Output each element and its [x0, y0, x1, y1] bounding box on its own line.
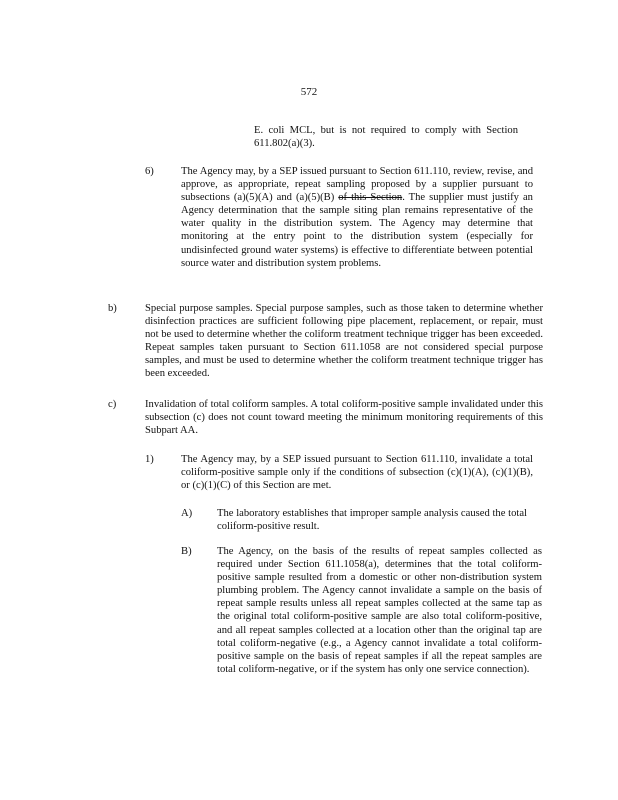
item-b-marker: b) [108, 303, 117, 314]
item-c1b-paragraph [217, 545, 542, 676]
item-c-marker: c) [108, 399, 117, 410]
item-6-text-before: The Agency may, by a SEP issued pursuant to Section 611.110, review, revise, and approve, as appropriate, repeat sampling proposed by a supplier pursuant to subsections (a)(5)(A) and (a)(5)(B) [181, 166, 533, 204]
item-c1b-text: The Agency, on the basis of the results of repeat samples collected as required under Section 611.1058(a), determines that the total coliform-positive sample resulted from a domestic or other non-distribution system plumbing problem. The Agency cannot invalidate a sample on the basis of repeat sample results unless all repeat samples collected at the same tap as the original total coliform-positive sample are also total coliform-positive, and all repeat samples collected at a location other than the original tap are total coliform-negative (e.g., a Agency cannot invalidate a total coliform-positive sample on the basis of repeat samples if all the repeat samples are total coliform-negative, or if the system has only one service connection). [217, 546, 542, 675]
continuation-text: E. coli MCL, but is not required to comply with Section 611.802(a)(3). [254, 125, 518, 150]
item-c1-paragraph [181, 453, 533, 492]
item-c1b-marker: B) [181, 546, 192, 557]
item-6-paragraph [181, 165, 533, 270]
item-c-paragraph [145, 398, 543, 437]
item-c1a-text: The laboratory establishes that improper sample analysis caused the total coliform-positive result. [217, 508, 527, 533]
item-c1a-paragraph [217, 507, 527, 533]
item-c1-text: The Agency may, by a SEP issued pursuant to Section 611.110, invalidate a total coliform-positive sample only if the conditions of subsection (c)(1)(A), (c)(1)(B), or (c)(1)(C) of this Section are met. [181, 454, 533, 492]
item-c1-marker: 1) [145, 454, 154, 465]
item-c1a-marker: A) [181, 508, 193, 519]
page-number: 572 [300, 86, 318, 98]
item-c-text: Invalidation of total coliform samples. A total coliform-positive sample invalidated under this subsection (c) does not count toward meeting the minimum monitoring requirements of this Subpart AA. [145, 399, 543, 437]
item-6-text-after: . The supplier must justify an Agency determination that the sample siting plan remains representative of the water quality in the distribution system. The Agency may determine that monitoring at the entry point to the distribution system (especially for undisinfected ground water systems) is effective to differentiate between potential source water and distribution system problems. [181, 192, 533, 269]
item-6-marker: 6) [145, 166, 154, 177]
item-b-paragraph [145, 302, 543, 381]
item-6-struck-text: of this Section [338, 192, 403, 204]
item-b-text: Special purpose samples. Special purpose samples, such as those taken to determine whether disinfection practices are sufficient following pipe placement, replacement, or repair, must not be used to determine whether the coliform treatment technique trigger has been exceeded. Repeat samples taken pursuant to Section 611.1058 are not considered special purpose samples, and must be used to determine whether the coliform treatment technique trigger has been exceeded. [145, 303, 543, 380]
continuation-paragraph [254, 124, 518, 150]
